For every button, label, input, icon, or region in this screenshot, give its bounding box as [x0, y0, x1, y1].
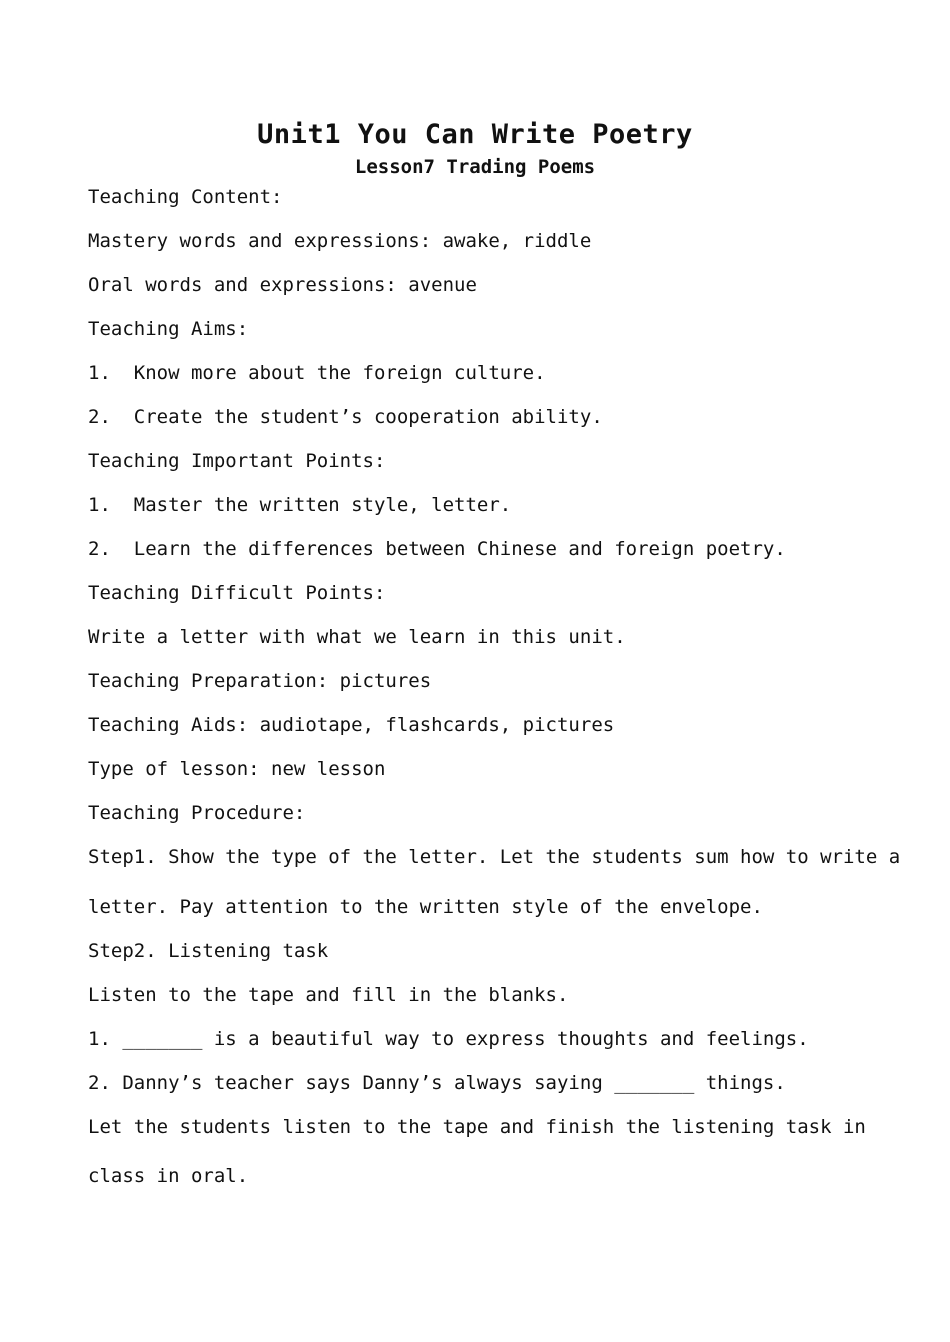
text-line-aids: Teaching Aids: audiotape, flashcards, pictures: [88, 714, 615, 736]
text-line-teaching-aims: Teaching Aims:: [88, 318, 249, 340]
text-line-mastery-words: Mastery words and expressions: awake, riddle: [88, 230, 592, 252]
text-line-important-2: 2. Learn the differences between Chinese and foreign poetry.: [88, 538, 786, 560]
text-line-important-1: 1. Master the written style, letter.: [88, 494, 512, 516]
text-line-procedure: Teaching Procedure:: [88, 802, 306, 824]
text-line-preparation: Teaching Preparation: pictures: [88, 670, 432, 692]
text-line-lesson-type: Type of lesson: new lesson: [88, 758, 386, 780]
text-line-oral-words: Oral words and expressions: avenue: [88, 274, 477, 296]
lesson-subtitle: Lesson7 Trading Poems: [354, 156, 596, 178]
text-line-teaching-content: Teaching Content:: [88, 186, 283, 208]
text-line-blank-1: 1. _______ is a beautiful way to express thoughts and feelings.: [88, 1028, 809, 1050]
text-line-aim-1: 1. Know more about the foreign culture.: [88, 362, 546, 384]
text-line-step1-a: Step1. Show the type of the letter. Let the students sum how to write a: [88, 846, 901, 868]
text-line-important-points: Teaching Important Points:: [88, 450, 386, 472]
text-line-listen-task-a: Let the students listen to the tape and finish the listening task in: [88, 1116, 866, 1138]
text-line-listen-task-b: class in oral.: [88, 1165, 249, 1187]
text-line-difficult-points: Teaching Difficult Points:: [88, 582, 386, 604]
page-title: Unit1 You Can Write Poetry: [257, 119, 693, 150]
text-line-aim-2: 2. Create the student’s cooperation ability.: [88, 406, 603, 428]
text-line-step2: Step2. Listening task: [88, 940, 329, 962]
text-line-step1-b: letter. Pay attention to the written style of the envelope.: [88, 896, 763, 918]
text-line-blank-2: 2. Danny’s teacher says Danny’s always saying _______ things.: [88, 1072, 786, 1094]
text-line-listen-instruction: Listen to the tape and fill in the blanks.: [88, 984, 569, 1006]
text-line-difficult-1: Write a letter with what we learn in this unit.: [88, 626, 626, 648]
